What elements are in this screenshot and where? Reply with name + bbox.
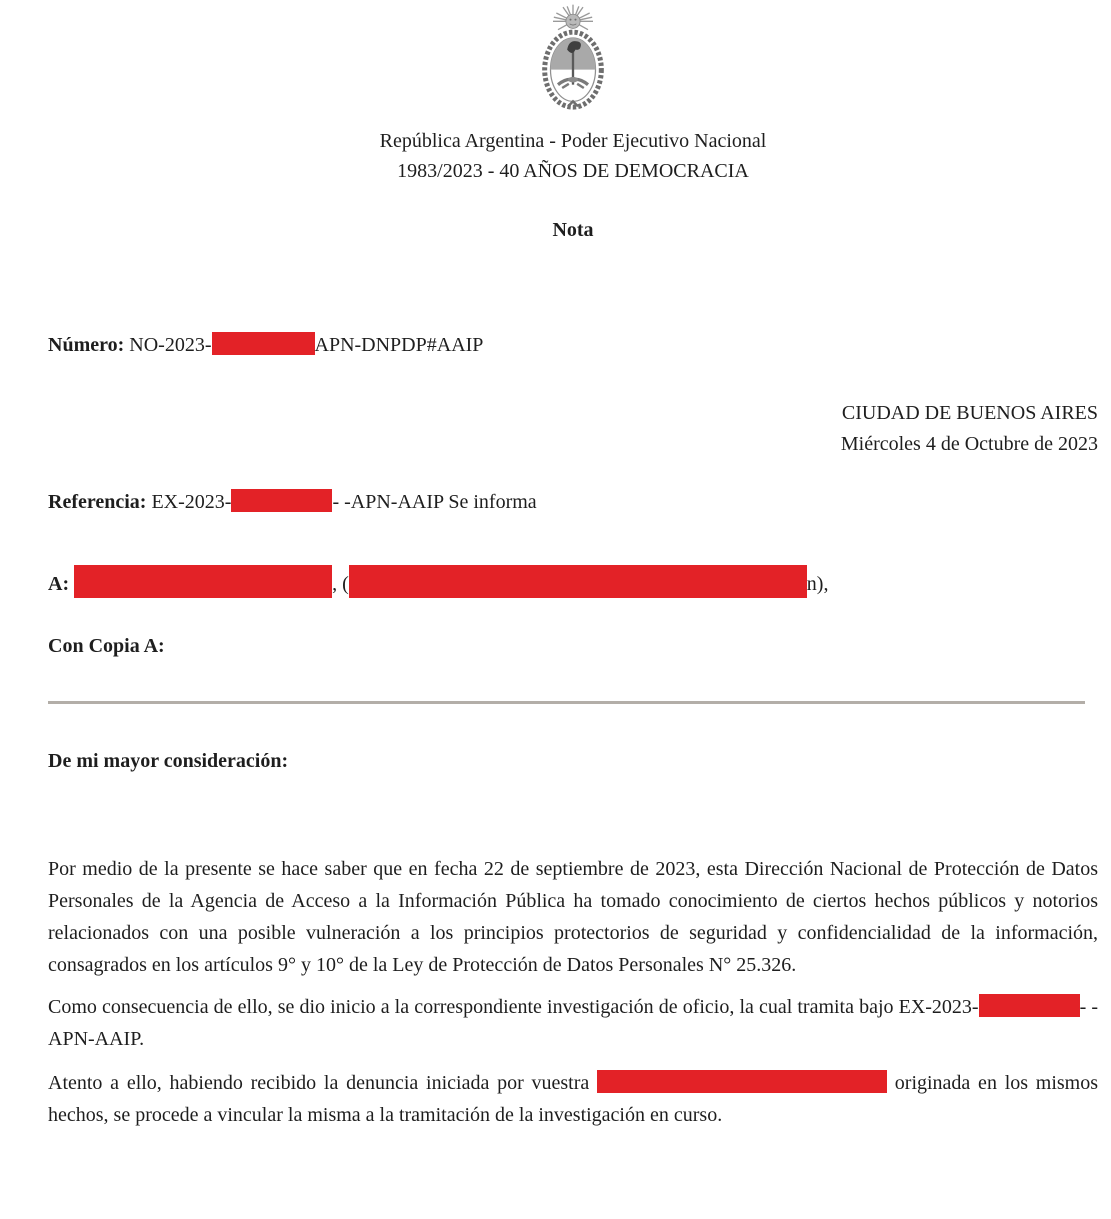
city-line: CIUDAD DE BUENOS AIRES [841,402,1098,424]
salutation: De mi mayor consideración: [48,750,289,772]
body-paragraph-1: Por medio de la presente se hace saber que en fecha 22 de septiembre de 2023, esta Dirección Nacional de Protección de Datos Personales de la Agencia de Acceso a la Información Pública ha tomado conocimiento de ciertos hechos públicos y notorios relacionados con una posible vulneración a los principios protectorios de seguridad y confidencialidad de la información, consagrados en los artículos 9° y 10° de la Ley de Protección de Datos Personales N° 25.326. [48,858,1098,976]
recipient-label: A: [48,573,70,595]
recipient-mid-text: , ( [332,573,349,595]
argentina-coat-of-arms-icon [523,3,623,113]
redaction-box [212,332,315,355]
dateline-block [48,398,1098,460]
numero-suffix: APN-DNPDP#AAIP [314,334,484,356]
document-type-title: Nota [552,219,594,241]
body-paragraph-2 [48,991,1098,1055]
redaction-box [979,994,1080,1017]
date-line: Miércoles 4 de Octubre de 2023 [840,433,1098,455]
redaction-box [231,489,332,512]
referencia-suffix: - -APN-AAIP Se informa [332,491,537,513]
recipient-end-text: n), [806,573,829,595]
numero-prefix: NO-2023- [129,334,212,356]
numero-label: Número: [48,334,125,356]
paragraph2-suffix: - -APN-AAIP. [48,996,1098,1050]
recipient-line [48,565,1098,602]
org-name-line: República Argentina - Poder Ejecutivo Nacional [379,130,767,152]
redaction-box [597,1070,887,1093]
anniversary-line: 1983/2023 - 40 AÑOS DE DEMOCRACIA [397,160,749,182]
referencia-label: Referencia: [48,491,147,513]
body-paragraph-3 [48,1067,1098,1131]
paragraph3-suffix: originada en los mismos hechos, se procede a vincular la misma a la tramitación de la investigación en curso. [48,1072,1099,1126]
reference-line [48,487,1098,517]
referencia-prefix: EX-2023- [151,491,232,513]
document-number-line [48,330,1098,360]
redaction-box [74,565,332,598]
paragraph3-prefix: Atento a ello, habiendo recibido la denuncia iniciada por vuestra [48,1072,590,1094]
section-divider [48,701,1085,704]
emblem-container [48,0,1098,112]
copy-to-label: Con Copia A: [48,635,165,657]
redaction-box [349,565,807,598]
copy-to-line [48,631,1098,661]
paragraph2-prefix: Como consecuencia de ello, se dio inicio a la correspondiente investigación de oficio, la cual tramita bajo EX-2023- [48,996,979,1018]
